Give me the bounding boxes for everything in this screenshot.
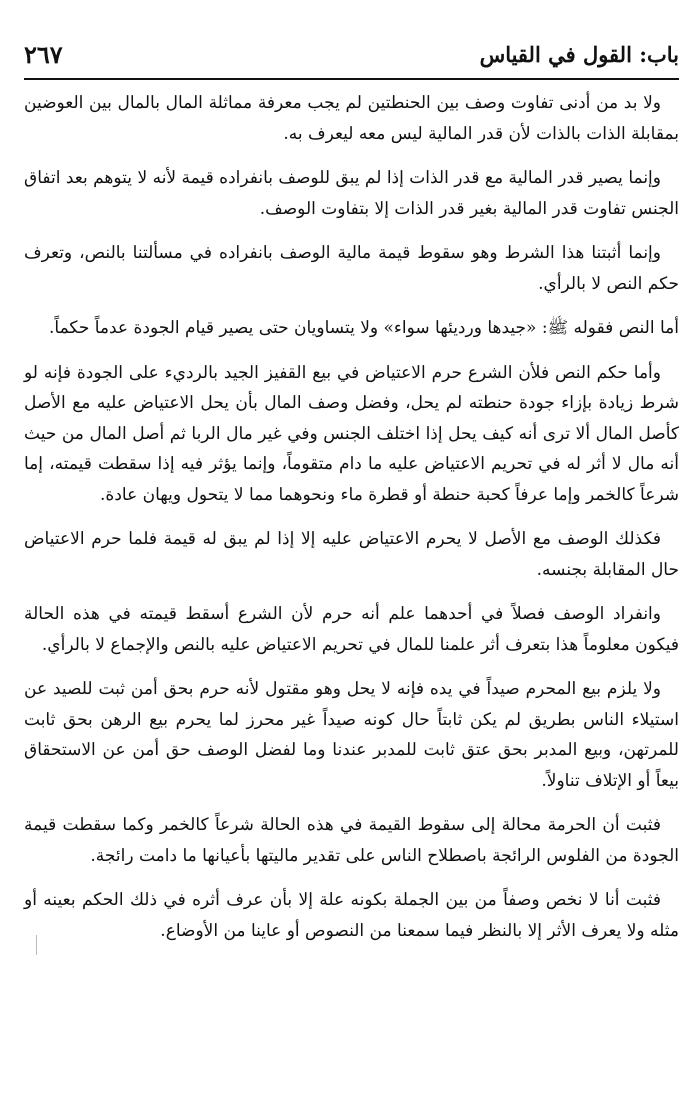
paragraph-3: وإنما أثبتنا هذا الشرط وهو سقوط قيمة مالية الوصف بانفراده في مسألتنا بالنص، وتعرف حكم النص لا بالرأي. bbox=[24, 243, 679, 294]
header-rule bbox=[24, 78, 679, 80]
paragraph-2: وإنما يصير قدر المالية مع قدر الذات إذا لم يبق للوصف بانفراده قيمة لأنه لا يتوهم بعد اتفاق الجنس تفاوت قدر المالية بغير قدر الذات إلا بتفاوت الوصف. bbox=[24, 168, 679, 219]
paragraph-8: ولا يلزم بيع المحرم صيداً في يده فإنه لا يحل وهو مقتول لأنه حرم بحق أمن ثبت للصيد عن استيلاء الناس بطريق لم يكن ثابتاً حال كونه صيداً غير محرز لما يحرم بيع الرهن بحق ثابت للمرتهن، وبيع المدبر بحق عتق ثابت للمدبر عندنا وما لفضل الوصف حق أمن عن الاستحقاق بيعاً أو الإتلاف تناولاً. bbox=[24, 679, 679, 791]
paragraph-6: فكذلك الوصف مع الأصل لا يحرم الاعتياض عليه إلا إذا لم يبق له قيمة فلما حرم الاعتياض حال المقابلة بجنسه. bbox=[24, 529, 679, 580]
paragraph-5: وأما حكم النص فلأن الشرع حرم الاعتياض في بيع القفيز الجيد بالرديء على الجودة فإنه لو شرط زيادة بإزاء جودة حنطته لم يحل، وفضل وصف المال بأن يحل الاعتياض عليه مع الأصل كأصل المال ألا ترى أنه كيف يحل إذا اختلف الجنس وفي غير مال الربا ثم أصل المال من حيث أنه مال لا أثر له في تحريم الاعتياض عليه ما دام متقوماً، وإنما يؤثر فيه إذا سقطت قيمته، إما شرعاً كالخمر وإما عرفاً كحبة حنطة أو قطرة ماء ونحوهما مما لا يتحول ويهان عادة. bbox=[24, 362, 679, 505]
page-header bbox=[24, 38, 679, 76]
margin-mark bbox=[36, 935, 37, 955]
paragraph-9: فثبت أن الحرمة محالة إلى سقوط القيمة في هذه الحالة شرعاً كالخمر وكما سقطت قيمة الجودة من الفلوس الرائجة باصطلاح الناس على تقدير ماليتها بأعيانها ما دامت رائجة. bbox=[24, 815, 679, 866]
paragraph-1: ولا بد من أدنى تفاوت وصف بين الحنطتين لم يجب معرفة مماثلة المال بالمال بين العوضين بمقابلة الذات بالذات لأن قدر المالية ليس معه ليعرف به. bbox=[24, 93, 679, 144]
paragraph-10: فثبت أنا لا نخص وصفاً من بين الجملة بكونه علة إلا بأن عرف أثره في ذلك الحكم بعينه أو مثله ولا يعرف الأثر إلا بالنظر فيما سمعنا من النصوص أو عاينا من الأوضاع. bbox=[24, 890, 679, 941]
paragraph-4: أما النص فقوله ﷺ: «جيدها ورديئها سواء» ولا يتساويان حتى يصير قيام الجودة عدماً حكماً. bbox=[49, 318, 679, 338]
page-number: ٢٦٧ bbox=[24, 40, 63, 69]
paragraph-7: وانفراد الوصف فصلاً في أحدهما علم أنه حرم لأن الشرع أسقط قيمته في هذه الحالة فيكون معلوماً هذا بتعرف أثر علمنا للمال في تحريم الاعتياض عليه بالنص والإجماع لا بالرأي. bbox=[24, 604, 679, 655]
chapter-title: باب: القول في القياس bbox=[479, 42, 679, 67]
body-text bbox=[24, 88, 679, 960]
